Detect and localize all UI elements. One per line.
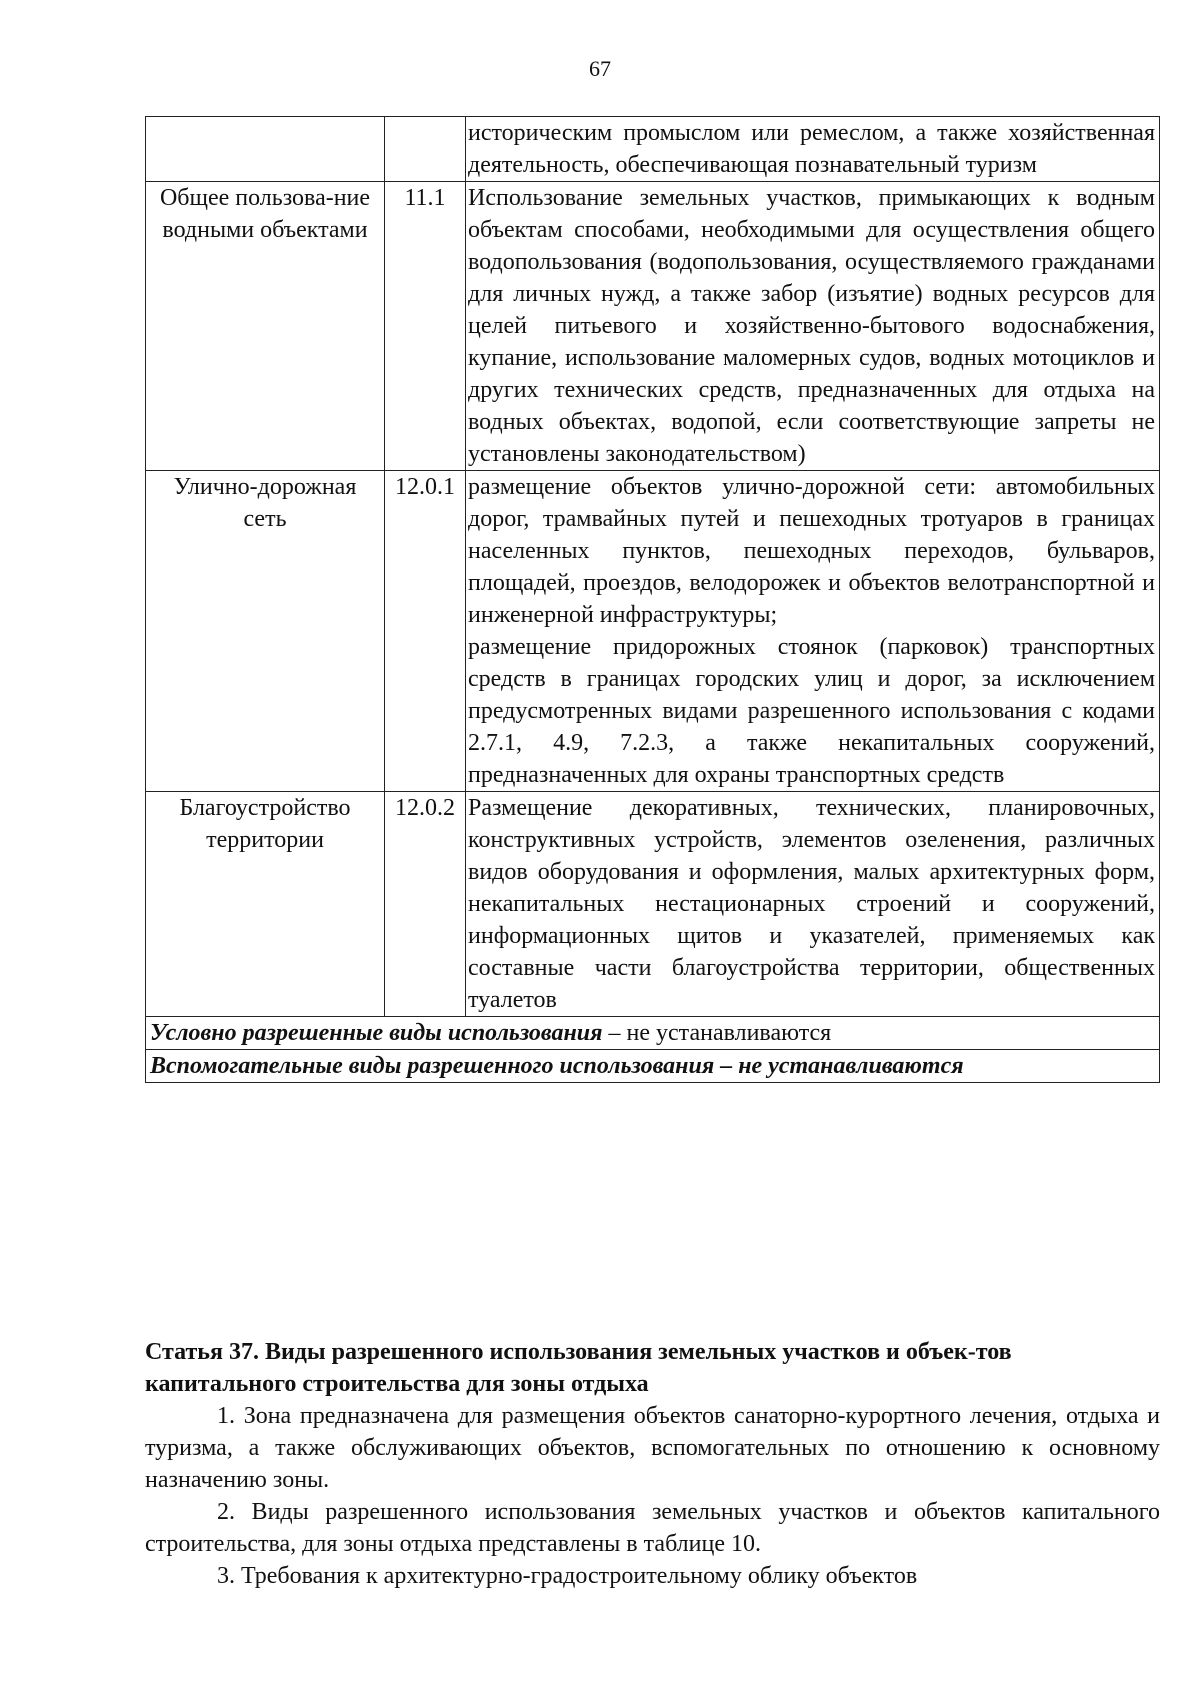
use-code-cell: 11.1 xyxy=(385,182,466,471)
description-paragraph: Размещение декоративных, технических, планировочных, конструктивных устройств, элементов озеленения, различных видов оборудования и оформления, малых архитектурных форм, некапитальных нестационарных строений и сооружений, информационных щитов и указателей, применяемых как составные части благоустройства территории, общественных туалетов xyxy=(468,795,1155,1013)
article-section xyxy=(145,1336,1160,1592)
use-description-cell xyxy=(466,792,1160,1017)
page-number: 67 xyxy=(589,56,611,81)
description-paragraph: Использование земельных участков, примыкающих к водным объектам способами, необходимыми для осуществления общего водопользования (водопользования, осуществляемого гражданами для личных нужд, а также забор (изъятие) водных ресурсов для целей питьевого и хозяйственно-бытового водоснабжения, купание, использование маломерных судов, водных мотоциклов и других технических средств, предназначенных для отдыха на водных объектах, водопой, если соответствующие запреты не установлены законодательством) xyxy=(468,185,1155,467)
use-description-cell xyxy=(466,117,1160,182)
table-row xyxy=(146,117,1160,182)
table-row xyxy=(146,471,1160,792)
article-paragraph: 1. Зона предназначена для размещения объектов санаторно-курортного лечения, отдыха и туризма, а также обслуживающих объектов, вспомогательных по отношению к основному назначению зоны. xyxy=(145,1403,1160,1493)
use-name-cell: Улично-дорожная сеть xyxy=(146,471,385,792)
use-name-cell xyxy=(146,117,385,182)
land-use-table xyxy=(145,116,1160,1083)
table-row xyxy=(146,182,1160,471)
description-paragraph: размещение придорожных стоянок (парковок) транспортных средств в границах городских улиц и дорог, за исключением предусмотренных видами разрешенного использования с кодами 2.7.1, 4.9, 7.2.3, а также некапитальных сооружений, предназначенных для охраны транспортных средств xyxy=(468,634,1155,788)
table-row xyxy=(146,792,1160,1017)
article-title: Статья 37. Виды разрешенного использования земельных участков и объек-тов капитального строительства для зоны отдыха xyxy=(145,1339,1012,1397)
use-description-cell xyxy=(466,182,1160,471)
conditional-uses-value: – не устанавливаются xyxy=(602,1020,832,1046)
use-code-cell: 12.0.2 xyxy=(385,792,466,1017)
article-paragraph: 3. Требования к архитектурно-градостроительному облику объектов xyxy=(217,1563,918,1589)
use-code-cell: 12.0.1 xyxy=(385,471,466,792)
auxiliary-uses-row xyxy=(146,1050,1160,1083)
use-name-cell: Общее пользова-ние водными объектами xyxy=(146,182,385,471)
description-paragraph: историческим промыслом или ремеслом, а также хозяйственная деятельность, обеспечивающая познавательный туризм xyxy=(468,120,1155,178)
use-code-cell xyxy=(385,117,466,182)
description-paragraph: размещение объектов улично-дорожной сети: автомобильных дорог, трамвайных путей и пешеходных тротуаров в границах населенных пунктов, пешеходных переходов, бульваров, площадей, проездов, велодорожек и объектов велотранспортной и инженерной инфраструктуры; xyxy=(468,474,1155,628)
use-name-cell: Благоустройство территории xyxy=(146,792,385,1017)
auxiliary-uses-cell: Вспомогательные виды разрешенного использования – не устанавливаются xyxy=(146,1050,1160,1083)
conditional-uses-label: Условно разрешенные виды использования xyxy=(150,1020,603,1046)
conditional-uses-row xyxy=(146,1017,1160,1050)
use-description-cell xyxy=(466,471,1160,792)
article-paragraph: 2. Виды разрешенного использования земельных участков и объектов капитального строительства, для зоны отдыха представлены в таблице 10. xyxy=(145,1499,1160,1557)
conditional-uses-cell xyxy=(146,1017,1160,1050)
